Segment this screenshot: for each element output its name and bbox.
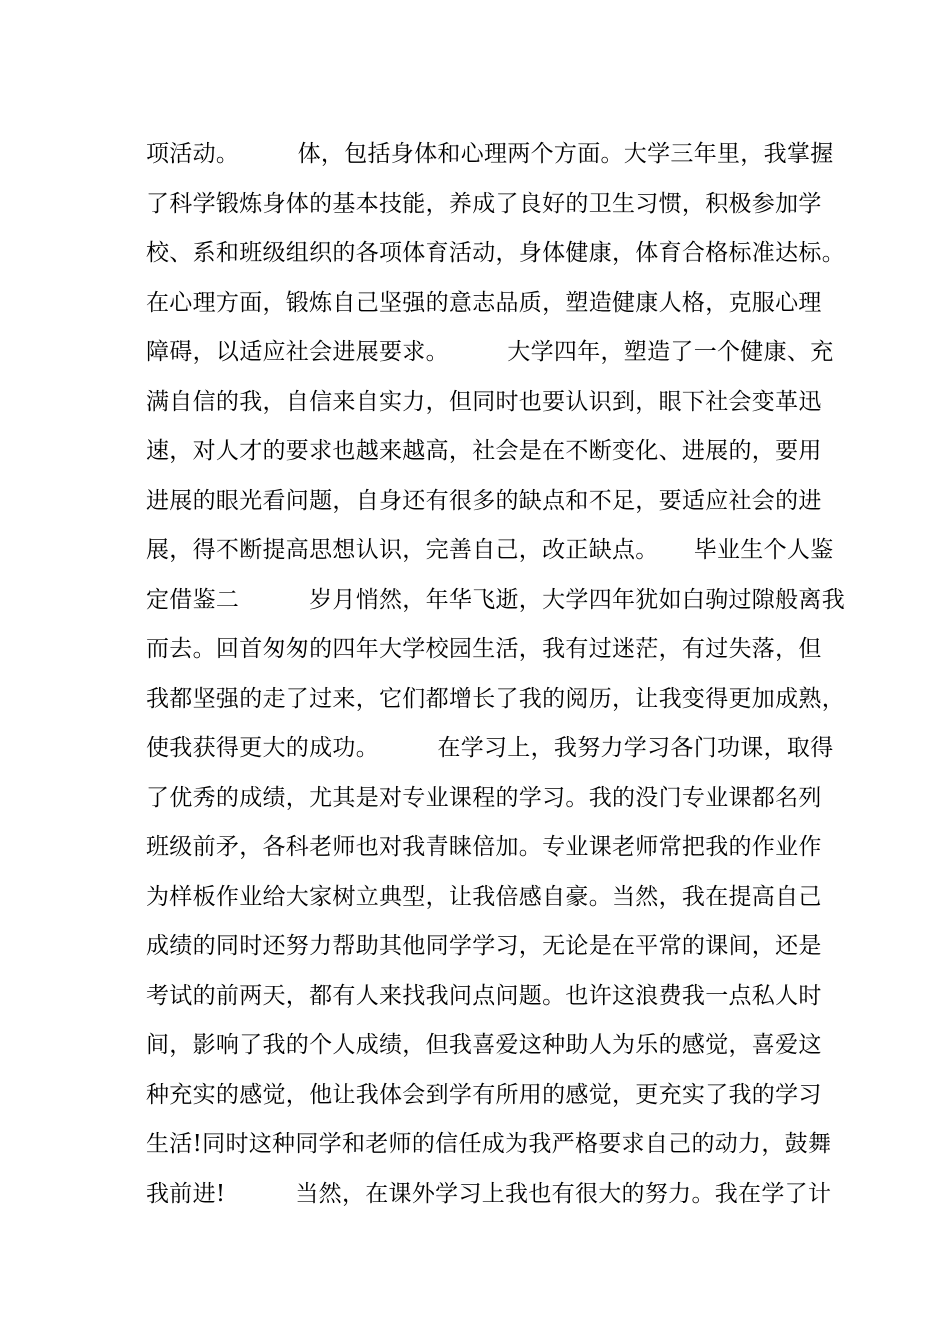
text-line: 了优秀的成绩，尤其是对专业课程的学习。我的没门专业课都名列 [146,784,822,811]
text-line: 校、系和班级组织的各项体育活动，身体健康，体育合格标准达标。 [146,240,845,266]
text-line: 我前进! 当然，在课外学习上我也有很大的努力。我在学了计 [146,1180,832,1207]
text-line: 考试的前两天，都有人来找我问点问题。也许这浪费我一点私人时 [146,982,822,1009]
text-line: 而去。回首匆匆的四年大学校园生活，我有过迷茫，有过失落，但 [146,636,822,662]
text-line: 成绩的同时还努力帮助其他同学学习，无论是在平常的课间，还是 [146,933,822,959]
text-line: 我都坚强的走了过来，它们都增长了我的阅历，让我变得更加成熟， [146,685,845,712]
text-line: 在心理方面，锻炼自己坚强的意志品质，塑造健康人格，克服心理 [146,289,822,316]
text-line: 障碍，以适应社会进展要求。 大学四年，塑造了一个健康、充 [146,339,834,365]
body-text [146,130,845,1219]
text-line: 项活动。 体，包括身体和心理两个方面。大学三年里，我掌握 [146,141,834,167]
text-line: 展，得不断提高思想认识，完善自己，改正缺点。 毕业生个人鉴 [146,537,834,563]
text-line: 定借鉴二 岁月悄然，年华飞逝，大学四年犹如白驹过隙般离我 [146,586,845,613]
text-line: 班级前矛，各科老师也对我青睐倍加。专业课老师常把我的作业作 [146,834,822,860]
text-line: 种充实的感觉，他让我体会到学有所用的感觉，更充实了我的学习 [146,1081,822,1108]
text-line: 进展的眼光看问题，自身还有很多的缺点和不足，要适应社会的进 [146,487,822,514]
text-line: 为样板作业给大家树立典型，让我倍感自豪。当然，我在提高自己 [146,883,822,910]
text-line: 使我获得更大的成功。 在学习上，我努力学习各门功课，取得 [146,735,834,761]
text-line: 生活!同时这种同学和老师的信任成为我严格要求自己的动力，鼓舞 [146,1131,832,1157]
text-line: 了科学锻炼身体的基本技能，养成了良好的卫生习惯，积极参加学 [146,190,822,217]
text-line: 满自信的我，自信来自实力，但同时也要认识到，眼下社会变革迅 [146,388,822,415]
text-line: 间，影响了我的个人成绩，但我喜爱这种助人为乐的感觉，喜爱这 [146,1032,822,1058]
text-line: 速，对人才的要求也越来越高，社会是在不断变化、进展的，要用 [146,438,822,464]
